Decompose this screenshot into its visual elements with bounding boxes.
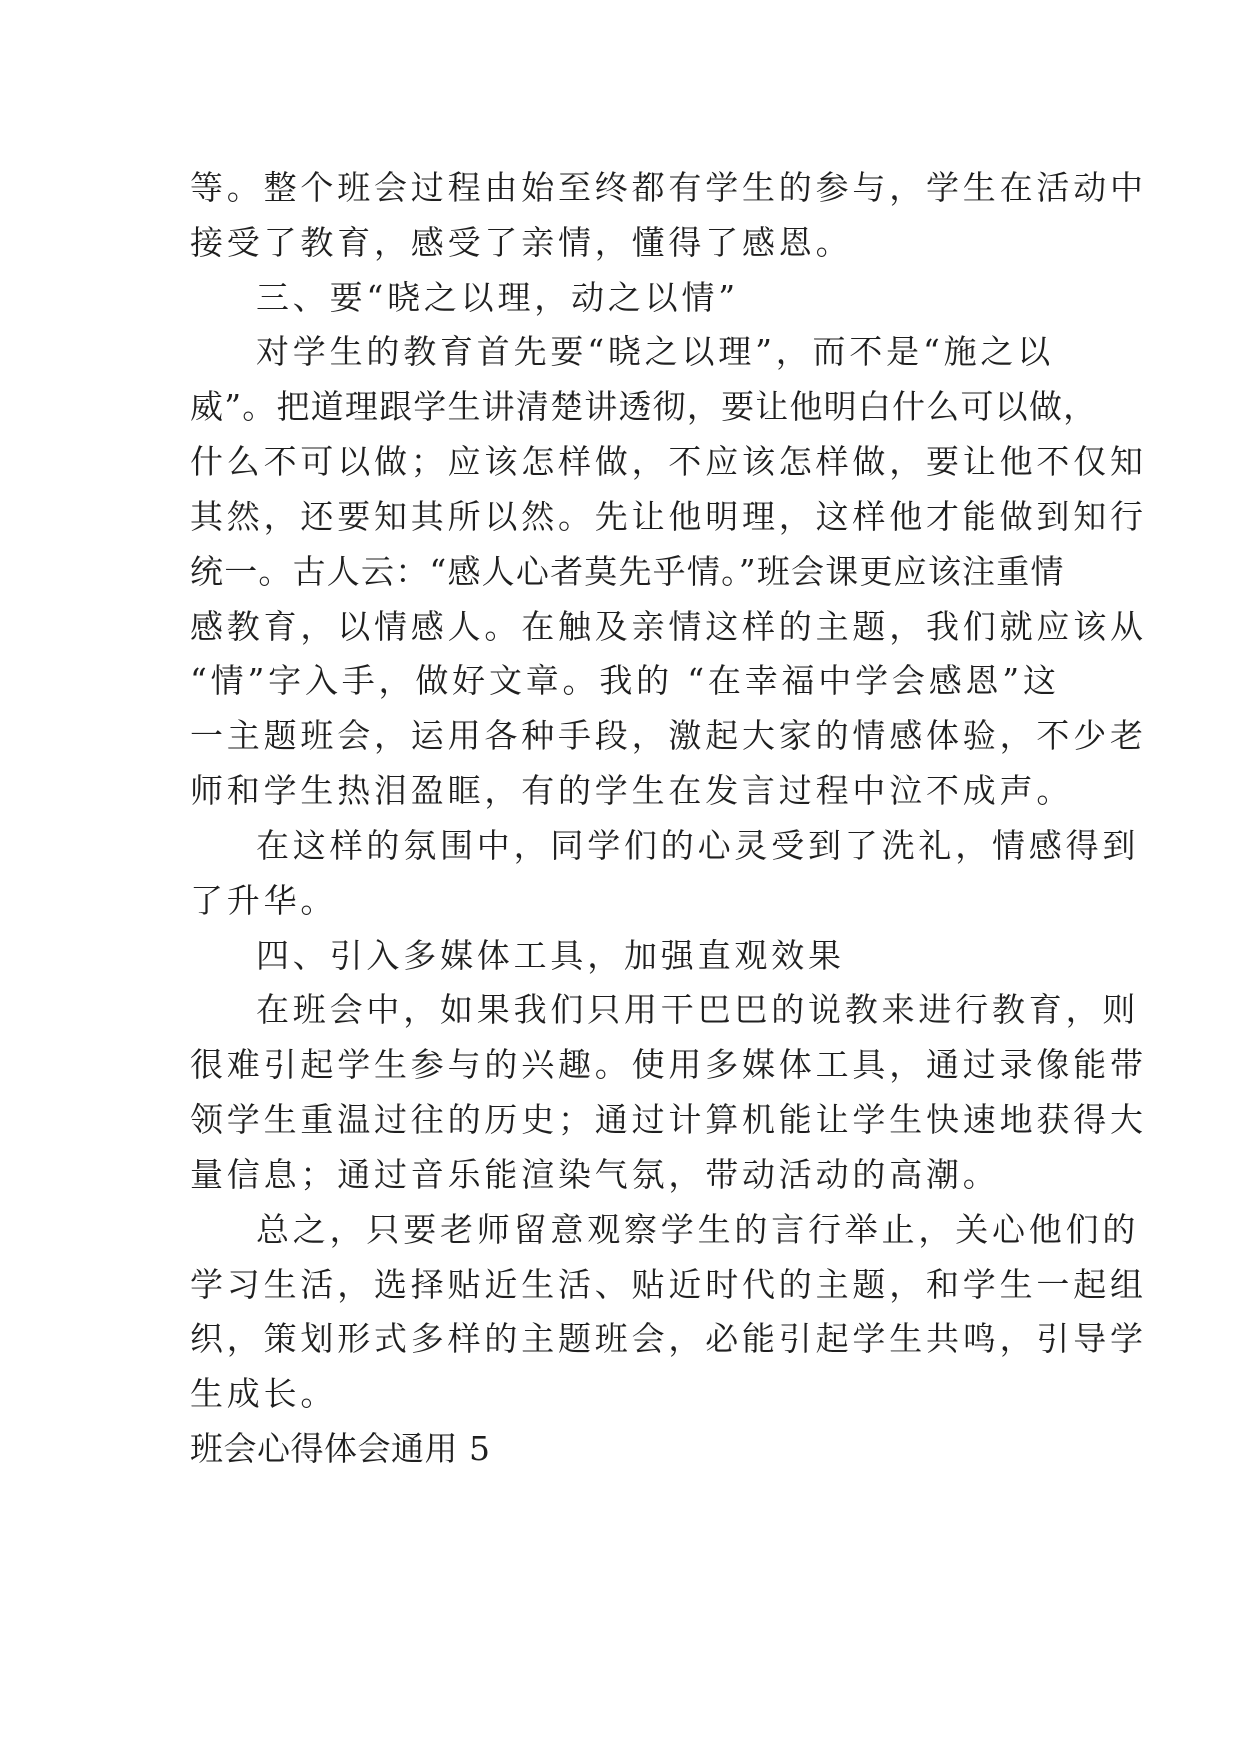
text-line-16: 在班会中，如果我们只用干巴巴的说教来进行教育，则: [256, 990, 1140, 1029]
section-heading-3: 三、要“晓之以理，动之以情”: [256, 278, 739, 317]
text-line-21: 学习生活，选择贴近生活、贴近时代的主题，和学生一起组: [190, 1265, 1147, 1304]
text-line-9: 感教育，以情感人。在触及亲情这样的主题，我们就应该从: [190, 607, 1147, 646]
text-line-17: 很难引起学生参与的兴趣。使用多媒体工具，通过录像能带: [190, 1045, 1147, 1084]
text-line-4: 对学生的教育首先要“晓之以理”，而不是“施之以: [256, 332, 1055, 371]
text-line-2: 接受了教育，感受了亲情，懂得了感恩。: [190, 223, 853, 262]
text-line-6: 什么不可以做；应该怎样做，不应该怎样做，要让他不仅知: [190, 442, 1147, 481]
text-line-7: 其然，还要知其所以然。先让他明理，这样他才能做到知行: [190, 497, 1147, 536]
text-line-18: 领学生重温过往的历史；通过计算机能让学生快速地获得大: [190, 1100, 1147, 1139]
text-line-1: 等。整个班会过程由始至终都有学生的参与，学生在活动中: [190, 168, 1147, 207]
text-line-13: 在这样的氛围中，同学们的心灵受到了洗礼，情感得到: [256, 826, 1140, 865]
section-heading-4: 四、引入多媒体工具，加强直观效果: [256, 936, 845, 975]
text-line-10: “情”字入手，做好文章。我的 “在幸福中学会感恩”这: [190, 661, 1060, 700]
text-line-14: 了升华。: [190, 881, 338, 920]
article-title: 班会心得体会通用 5: [190, 1429, 491, 1468]
text-line-23: 生成长。: [190, 1374, 338, 1413]
text-line-11: 一主题班会，运用各种手段，激起大家的情感体验，不少老: [190, 716, 1147, 755]
text-line-12: 师和学生热泪盈眶，有的学生在发言过程中泣不成声。: [190, 771, 1074, 810]
text-line-20: 总之，只要老师留意观察学生的言行举止，关心他们的: [256, 1210, 1140, 1249]
text-line-8: 统一。古人云：“感人心者莫先乎情。”班会课更应该注重情: [190, 552, 1065, 591]
text-line-5: 威”。把道理跟学生讲清楚讲透彻，要让他明白什么可以做，: [190, 387, 1098, 426]
text-line-22: 织，策划形式多样的主题班会，必能引起学生共鸣，引导学: [190, 1319, 1147, 1358]
text-line-19: 量信息；通过音乐能渲染气氛，带动活动的高潮。: [190, 1155, 1000, 1194]
